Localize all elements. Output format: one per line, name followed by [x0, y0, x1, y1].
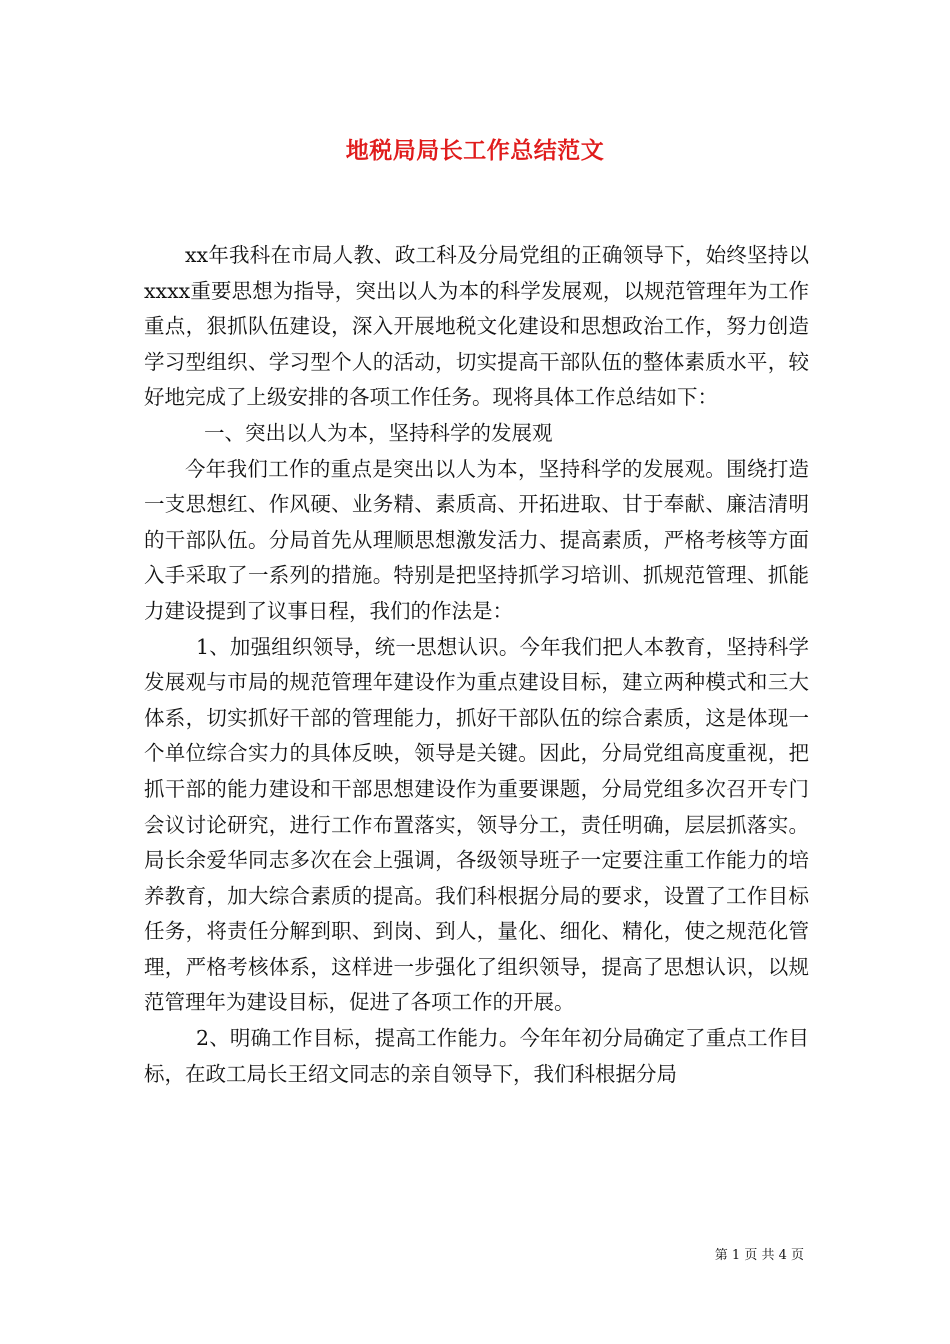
paragraph-section-1: 今年我们工作的重点是突出以人为本，坚持科学的发展观。围绕打造一支思想红、作风硬、业务精、素质高、开拓进取、甘于奉献、廉洁清明的干部队伍。分局首先从理顺思想激发活力、提高素质，严格考核等方面入手采取了一系列的措施。特别是把坚持抓学习培训、抓规范管理、抓能力建设提到了议事日程，我们的作法是：: [144, 456, 809, 623]
paragraph-intro: xx年我科在市局人教、政工科及分局党组的正确领导下，始终坚持以xxxx重要思想为指导，突出以人为本的科学发展观，以规范管理年为工作重点，狠抓队伍建设，深入开展地税文化建设和思想政治工作，努力创造学习型组织、学习型个人的活动，切实提高干部队伍的整体素质水平，较好地完成了上级安排的各项工作任务。现将具体工作总结如下：: [144, 243, 809, 410]
section-heading-1: 一、突出以人为本，坚持科学的发展观: [204, 420, 553, 445]
paragraph-item-1: 1、加强组织领导，统一思想认识。今年我们把人本教育，坚持科学发展观与市局的规范管理年建设作为重点建设目标，建立两种模式和三大体系，切实抓好干部的管理能力，抓好干部队伍的综合素质，这是体现一个单位综合实力的具体反映，领导是关键。因此，分局党组高度重视，把抓干部的能力建设和干部思想建设作为重要课题，分局党组多次召开专门会议讨论研究，进行工作布置落实，领导分工，责任明确，层层抓落实。局长余爱华同志多次在会上强调，各级领导班子一定要注重工作能力的培养教育，加大综合素质的提高。我们科根据分局的要求，设置了工作目标任务，将责任分解到职、到岗、到人，量化、细化、精化，使之规范化管理，严格考核体系，这样进一步强化了组织领导，提高了思想认识，以规范管理年为建设目标，促进了各项工作的开展。: [144, 634, 809, 1015]
paragraph-item-2: 2、明确工作目标，提高工作能力。今年年初分局确定了重点工作目标，在政工局长王绍文同志的亲自领导下，我们科根据分局: [144, 1026, 809, 1086]
document-body: [144, 238, 809, 1092]
page-indicator: 第 1 页 共 4 页: [714, 1248, 804, 1263]
document-title: 地税局局长工作总结范文: [345, 137, 605, 164]
